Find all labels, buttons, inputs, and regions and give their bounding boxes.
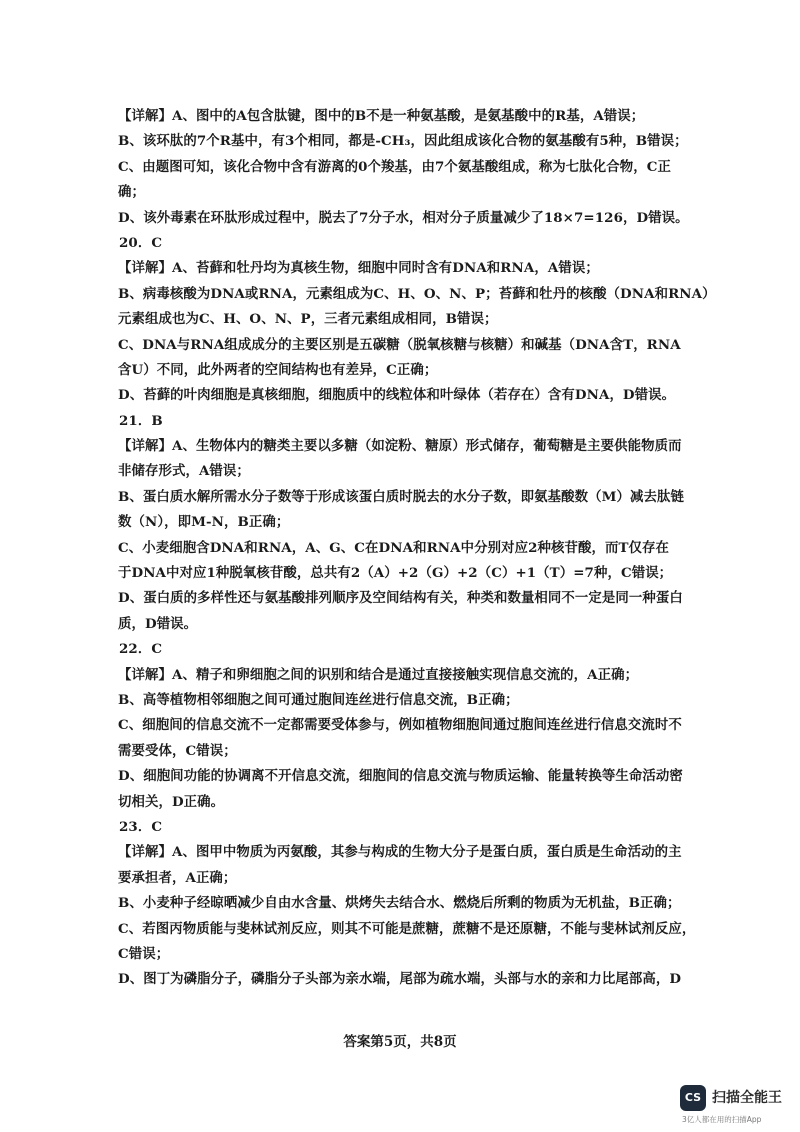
text-line: B、小麦种子经晾晒减少自由水含量、烘烤失去结合水、燃烧后所剩的物质为无机盐，B正确；: [118, 895, 681, 912]
text-line: C、若图丙物质能与斐林试剂反应，则其不可能是蔗糖，蔗糖不是还原糖，不能与斐林试剂反应，: [118, 920, 696, 937]
text-line: 要承担者，A正确；: [118, 869, 237, 886]
page-footer: 答案第5页，共8页: [343, 1034, 457, 1050]
text-line: B、病毒核酸为DNA或RNA，元素组成为C、H、O、N、P；苔藓和牡丹的核酸（DNA和RNA）: [118, 285, 716, 302]
text-line: C、由题图可知，该化合物中含有游离的0个羧基，由7个氨基酸组成，称为七肽化合物，C正: [118, 158, 671, 175]
text-line: C、DNA与RNA组成成分的主要区别是五碳糖（脱氧核糖与核糖）和碱基（DNA含T，RNA: [118, 336, 681, 353]
text-line: 质，D错误。: [118, 615, 198, 632]
question-number: 20．C: [119, 234, 163, 251]
text-line: B、蛋白质水解所需水分子数等于形成该蛋白质时脱去的水分子数，即氨基酸数（M）减去肽链: [118, 488, 684, 505]
text-line: 【详解】A、生物体内的糖类主要以多糖（如淀粉、糖原）形式储存，葡萄糖是主要供能物质而: [118, 438, 682, 455]
answer-text-body: [118, 104, 716, 993]
text-line: C错误；: [118, 945, 170, 962]
text-line: 【详解】A、图中的A包含肽键，图中的B不是一种氨基酸，是氨基酸中的R基，A错误；: [118, 108, 645, 124]
text-line: C、细胞间的信息交流不一定都需要受体参与，例如植物细胞间通过胞间连丝进行信息交流时不: [118, 717, 682, 734]
text-line: D、细胞间功能的协调离不开信息交流，细胞间的信息交流与物质运输、能量转换等生命活动密: [118, 768, 683, 785]
question-number: 21．B: [119, 412, 163, 429]
camscanner-logo-icon: CS: [680, 1085, 706, 1111]
text-line: 数（N），即M-N，B正确；: [118, 514, 290, 531]
text-line: 元素组成也为C、H、O、N、P，三者元素组成相同，B错误；: [118, 311, 498, 328]
text-line: 含U）不同，此外两者的空间结构也有差异，C正确；: [118, 361, 438, 378]
text-line: 【详解】A、图甲中物质为丙氨酸，其参与构成的生物大分子是蛋白质，蛋白质是生命活动的主: [118, 844, 682, 861]
text-line: D、苔藓的叶肉细胞是真核细胞，细胞质中的线粒体和叶绿体（若存在）含有DNA，D错误。: [118, 387, 676, 404]
watermark-tagline: 3亿人都在用的扫描App: [682, 1115, 762, 1124]
text-line: D、该外毒素在环肽形成过程中，脱去了7分子水，相对分子质量减少了18×7=126，D错误。: [118, 209, 689, 226]
text-line: 切相关，D正确。: [118, 793, 225, 810]
question-number: 23．C: [119, 818, 163, 835]
text-line: 【详解】A、精子和卵细胞之间的识别和结合是通过直接接触实现信息交流的，A正确；: [118, 666, 639, 683]
text-line: B、高等植物相邻细胞之间可通过胞间连丝进行信息交流，B正确；: [118, 691, 519, 708]
text-line: D、蛋白质的多样性还与氨基酸排列顺序及空间结构有关，种类和数量相同不一定是同一种蛋白: [118, 590, 683, 607]
text-line: D、图丁为磷脂分子，磷脂分子头部为亲水端，尾部为疏水端，头部与水的亲和力比尾部高，D: [118, 971, 682, 988]
text-line: 非储存形式，A错误；: [118, 463, 250, 480]
text-line: 需要受体，C错误；: [118, 742, 237, 759]
text-line: 确；: [118, 184, 145, 201]
text-line: 于DNA中对应1种脱氧核苷酸，总共有2（A）+2（G）+2（C）+1（T）=7种，C错误；: [118, 565, 673, 582]
question-number: 22．C: [119, 641, 163, 658]
text-line: 【详解】A、苔藓和牡丹均为真核生物，细胞中同时含有DNA和RNA，A错误；: [118, 260, 599, 277]
text-line: B、该环肽的7个R基中，有3个相同，都是-CH₃，因此组成该化合物的氨基酸有5种，B错误；: [118, 133, 688, 150]
watermark-app-name: 扫描全能王: [712, 1090, 782, 1106]
text-line: C、小麦细胞含DNA和RNA，A、G、C在DNA和RNA中分别对应2种核苷酸，而T仅存在: [118, 539, 669, 556]
